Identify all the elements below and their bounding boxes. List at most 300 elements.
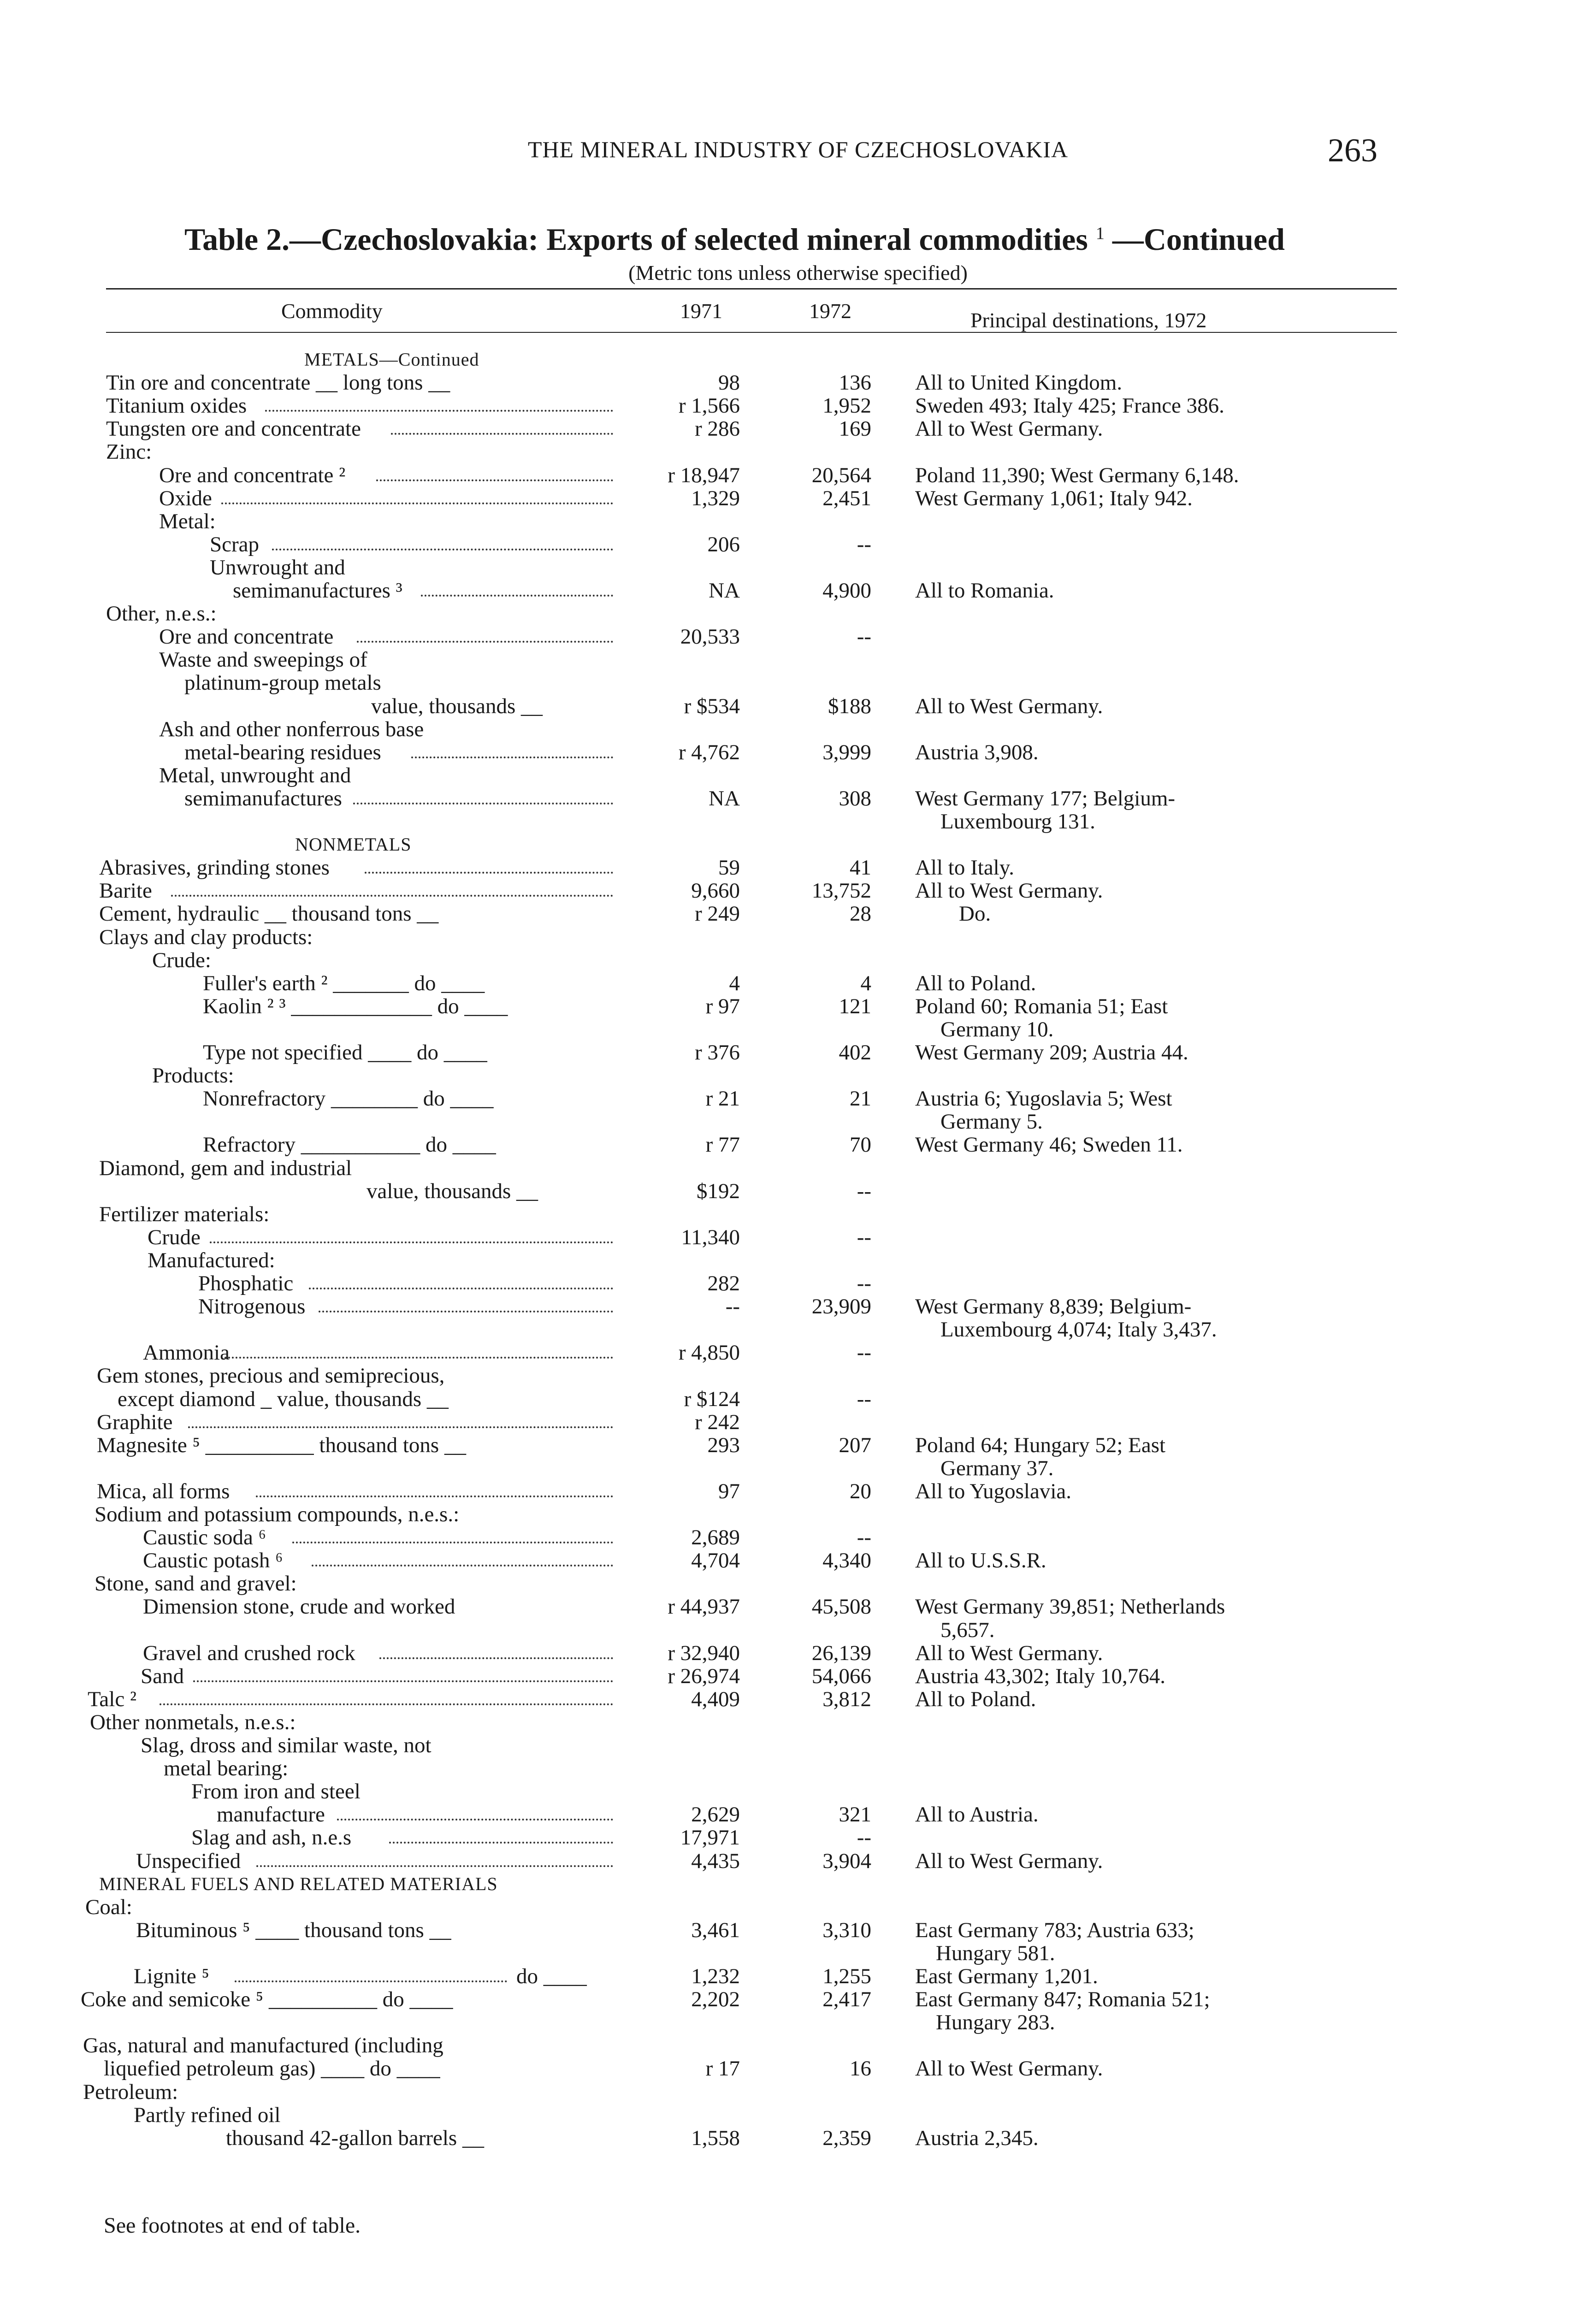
- table-row: [0, 1133, 1596, 1156]
- commodity-cell: Zinc:: [106, 440, 152, 464]
- leader-dots: [379, 1657, 613, 1659]
- commodity-cell: metal-bearing residues: [184, 740, 381, 764]
- value-1971: 4,704: [691, 1548, 740, 1573]
- table-row: [0, 1434, 1596, 1457]
- value-1972: 21: [850, 1087, 871, 1111]
- value-1971: r 4,762: [678, 740, 740, 764]
- leader-dots: [319, 1311, 613, 1312]
- value-1971: 98: [718, 371, 740, 395]
- destination-cell: All to Poland.: [915, 1687, 1036, 1711]
- destination-cell: Austria 2,345.: [915, 2126, 1039, 2150]
- commodity-cell: Type not specified ____ do ____: [203, 1040, 487, 1064]
- destination-cell: East Germany 783; Austria 633;: [915, 1918, 1194, 1942]
- destination-cell: Germany 5.: [940, 1110, 1043, 1134]
- value-1971: r 97: [705, 994, 740, 1018]
- table-row: [0, 1526, 1596, 1549]
- commodity-cell: Oxide: [159, 486, 212, 510]
- table-row: [0, 2080, 1596, 2104]
- value-1971: 17,971: [680, 1826, 740, 1850]
- value-1972: 1,255: [822, 1964, 871, 1988]
- section-heading: MINERAL FUELS AND RELATED MATERIALS: [99, 1873, 498, 1894]
- commodity-cell: Lignite ⁵: [134, 1964, 209, 1988]
- commodity-cell: Ore and concentrate ²: [159, 463, 346, 487]
- value-1972: 4: [860, 971, 871, 995]
- commodity-cell: Mica, all forms: [97, 1479, 230, 1503]
- header-destinations: Principal destinations, 1972: [970, 308, 1207, 332]
- commodity-cell: Fuller's earth ² _______ do ____: [203, 971, 485, 995]
- commodity-cell: Magnesite ⁵ __________ thousand tons __: [97, 1433, 466, 1457]
- table-row: [0, 1896, 1596, 1919]
- destination-cell: All to West Germany.: [915, 417, 1103, 441]
- table-row: [0, 1295, 1596, 1318]
- table-row: [0, 648, 1596, 671]
- value-1971: NA: [709, 579, 740, 603]
- destination-cell: West Germany 209; Austria 44.: [915, 1040, 1188, 1064]
- table-row: [0, 1364, 1596, 1387]
- table-row: [0, 856, 1596, 879]
- value-1971: r 1,566: [678, 394, 740, 418]
- table-row: [0, 1942, 1596, 1965]
- commodity-cell: Metal, unwrought and: [159, 763, 351, 787]
- value-1971: 9,660: [691, 879, 740, 903]
- table-row: [0, 926, 1596, 949]
- value-1971: 1,232: [691, 1964, 740, 1988]
- commodity-cell: Coke and semicoke ⁵ __________ do ____: [81, 1987, 453, 2012]
- table-row: [0, 1549, 1596, 1572]
- value-1972: --: [857, 1341, 871, 1365]
- destination-cell: All to United Kingdom.: [915, 371, 1123, 395]
- value-1971: $192: [697, 1179, 740, 1203]
- destination-cell: Austria 3,908.: [915, 740, 1039, 764]
- value-1971: 3,461: [691, 1918, 740, 1942]
- value-1971: r 18,947: [668, 463, 740, 487]
- commodity-cell: Crude: [148, 1225, 201, 1249]
- destination-cell: All to West Germany.: [915, 694, 1103, 718]
- value-1971: 97: [718, 1479, 740, 1503]
- commodity-cell: Products:: [152, 1064, 234, 1088]
- commodity-cell: Ammonia: [143, 1341, 230, 1365]
- destination-cell: Austria 43,302; Italy 10,764.: [915, 1664, 1166, 1688]
- table-subtitle: (Metric tons unless otherwise specified): [628, 261, 968, 284]
- value-1971: r 242: [695, 1410, 740, 1434]
- destination-cell: West Germany 46; Sweden 11.: [915, 1133, 1183, 1157]
- value-1971: r 17: [705, 2057, 740, 2081]
- value-1971: 1,329: [691, 486, 740, 510]
- commodity-cell: Abrasives, grinding stones: [99, 856, 330, 880]
- commodity-cell: thousand 42-gallon barrels __: [226, 2126, 484, 2150]
- value-1972: 4,340: [822, 1548, 871, 1573]
- commodity-cell: Sand: [141, 1664, 184, 1688]
- value-1971: 20,533: [680, 625, 740, 649]
- destination-cell: All to Romania.: [915, 579, 1054, 603]
- value-1971: r 376: [695, 1040, 740, 1064]
- table-row: [0, 810, 1596, 833]
- table-row: [0, 1803, 1596, 1826]
- value-1972: --: [857, 532, 871, 556]
- table-title-text: Table 2.—Czechoslovakia: Exports of selected mineral commodities: [184, 222, 1088, 257]
- commodity-cell: Phosphatic: [198, 1271, 294, 1295]
- destination-cell: Poland 64; Hungary 52; East: [915, 1433, 1166, 1457]
- table-row: [0, 1087, 1596, 1110]
- value-1971: r $124: [684, 1387, 740, 1411]
- leader-dots: [256, 1865, 613, 1867]
- value-1971: 2,629: [691, 1803, 740, 1827]
- commodity-cell: Graphite: [97, 1410, 173, 1434]
- commodity-cell: Clays and clay products:: [99, 925, 313, 949]
- table-row: [0, 1457, 1596, 1480]
- table-row: [0, 787, 1596, 810]
- destination-cell: East Germany 1,201.: [915, 1964, 1098, 1988]
- table-row: [0, 671, 1596, 694]
- table-row: [0, 1619, 1596, 1642]
- leader-dots: [160, 1703, 613, 1705]
- value-1972: --: [857, 1271, 871, 1295]
- value-1971: r $534: [684, 694, 740, 718]
- value-1971: NA: [709, 786, 740, 810]
- table-title-tail: —Continued: [1112, 222, 1285, 257]
- value-1972: --: [857, 1225, 871, 1249]
- value-1972: 41: [850, 856, 871, 880]
- value-1972: --: [857, 1826, 871, 1850]
- value-1971: r 77: [705, 1133, 740, 1157]
- destination-cell: All to West Germany.: [915, 1849, 1103, 1873]
- destination-cell: Hungary 283.: [936, 2010, 1055, 2035]
- table-row: [0, 1919, 1596, 1942]
- table-row: [0, 1203, 1596, 1226]
- table-row: [0, 440, 1596, 463]
- table-row: [0, 1965, 1596, 1988]
- value-1971: r 4,850: [678, 1341, 740, 1365]
- commodity-cell: Unwrought and: [210, 555, 345, 579]
- leader-dots: [265, 410, 613, 412]
- leader-dots: [365, 872, 613, 874]
- table-row: [0, 371, 1596, 394]
- commodity-cell: Scrap: [210, 532, 260, 556]
- commodity-cell: Diamond, gem and industrial: [99, 1156, 352, 1180]
- destination-cell: Poland 60; Romania 51; East: [915, 994, 1168, 1018]
- destination-cell: All to West Germany.: [915, 2057, 1103, 2081]
- header-rule: [106, 332, 1397, 333]
- value-1972: 321: [839, 1803, 871, 1827]
- commodity-cell: Waste and sweepings of: [159, 648, 367, 672]
- destination-cell: Luxembourg 131.: [940, 810, 1095, 833]
- table-row: [0, 464, 1596, 487]
- commodity-cell: Bituminous ⁵ ____ thousand tons __: [136, 1918, 451, 1942]
- table-row: [0, 1318, 1596, 1341]
- commodity-cell: Ash and other nonferrous base: [159, 717, 424, 741]
- leader-dots: [312, 1565, 613, 1566]
- value-1972: 308: [839, 786, 871, 810]
- table-row: [0, 1688, 1596, 1711]
- table-row: [0, 510, 1596, 533]
- value-1971: 293: [707, 1433, 740, 1457]
- commodity-cell: metal bearing:: [164, 1756, 289, 1781]
- destination-cell: All to Yugoslavia.: [915, 1479, 1071, 1503]
- value-1971: r 32,940: [668, 1641, 740, 1665]
- commodity-cell: Other nonmetals, n.e.s.:: [90, 1710, 296, 1734]
- table-row: [0, 718, 1596, 741]
- table-row: [0, 695, 1596, 718]
- value-1972: 2,417: [822, 1987, 871, 2012]
- leader-dots: [357, 641, 613, 643]
- table-row: [0, 394, 1596, 417]
- commodity-cell: Slag, dross and similar waste, not: [141, 1733, 432, 1757]
- table-row: [0, 995, 1596, 1018]
- table-row: [0, 1018, 1596, 1041]
- section-heading: METALS—Continued: [304, 349, 479, 370]
- table-title-footnote: 1: [1095, 224, 1105, 243]
- value-1971: 282: [707, 1271, 740, 1295]
- value-1972: --: [857, 1387, 871, 1411]
- destination-cell: Poland 11,390; West Germany 6,148.: [915, 463, 1239, 487]
- header-commodity: Commodity: [281, 299, 383, 323]
- table-row: [0, 949, 1596, 972]
- commodity-cell: Petroleum:: [83, 2080, 178, 2104]
- value-1972: 207: [839, 1433, 871, 1457]
- value-1972: 16: [850, 2057, 871, 2081]
- table-row: [0, 1503, 1596, 1526]
- commodity-cell: Metal:: [159, 509, 216, 533]
- table-row: [0, 1642, 1596, 1665]
- value-1972: 2,451: [822, 486, 871, 510]
- table-row: [0, 602, 1596, 625]
- table-row: [0, 1780, 1596, 1803]
- value-1971: r 249: [695, 902, 740, 926]
- value-1972: 3,904: [822, 1849, 871, 1873]
- commodity-cell: Refractory ___________ do ____: [203, 1133, 496, 1157]
- destination-cell: Germany 10.: [940, 1017, 1054, 1041]
- leader-dots: [221, 502, 613, 504]
- table-row: [0, 487, 1596, 510]
- table-row: [0, 1341, 1596, 1364]
- destination-cell: All to Poland.: [915, 971, 1036, 995]
- value-1972: 28: [850, 902, 871, 926]
- destination-cell: Hungary 581.: [936, 1941, 1055, 1965]
- commodity-cell: Dimension stone, crude and worked: [143, 1595, 455, 1619]
- table-row: [0, 1988, 1596, 2011]
- commodity-cell: except diamond _ value, thousands __: [118, 1387, 449, 1411]
- leader-dots: [353, 803, 613, 804]
- destination-cell: West Germany 39,851; Netherlands: [915, 1595, 1225, 1619]
- table-row: [0, 2011, 1596, 2034]
- leader-dots: [391, 433, 613, 435]
- value-1972: 23,909: [811, 1294, 871, 1319]
- commodity-cell: Cement, hydraulic __ thousand tons __: [99, 902, 439, 926]
- commodity-cell: Manufactured:: [148, 1248, 275, 1272]
- value-1972: --: [857, 1179, 871, 1203]
- value-1972: --: [857, 625, 871, 649]
- table-row: [0, 2127, 1596, 2150]
- commodity-cell: Stone, sand and gravel:: [95, 1572, 297, 1596]
- leader-dots: [193, 1680, 613, 1682]
- commodity-cell: manufacture: [217, 1803, 325, 1827]
- destination-cell: All to U.S.S.R.: [915, 1548, 1046, 1573]
- table-row: [0, 1826, 1596, 1849]
- commodity-cell: platinum-group metals: [184, 671, 381, 695]
- table-row: [0, 1180, 1596, 1203]
- table-row: [0, 625, 1596, 648]
- table-row: [0, 879, 1596, 902]
- leader-dots: [292, 1542, 613, 1543]
- value-1971: 206: [707, 532, 740, 556]
- value-1972: 70: [850, 1133, 871, 1157]
- leader-dots: [337, 1819, 613, 1820]
- destination-cell: Germany 37.: [940, 1456, 1054, 1480]
- destination-cell: 5,657.: [940, 1618, 995, 1642]
- value-1971: --: [725, 1294, 740, 1319]
- table-row: [0, 556, 1596, 579]
- value-1972: 13,752: [811, 879, 871, 903]
- value-1971: 1,558: [691, 2126, 740, 2150]
- header-1971: 1971: [680, 299, 722, 323]
- value-1972: 4,900: [822, 579, 871, 603]
- commodity-cell: Nonrefractory ________ do ____: [203, 1087, 494, 1111]
- commodity-cell: Barite: [99, 879, 152, 903]
- value-1971: 4,409: [691, 1687, 740, 1711]
- value-1971: 4,435: [691, 1849, 740, 1873]
- header-1972: 1972: [809, 299, 851, 323]
- value-1972: 3,812: [822, 1687, 871, 1711]
- destination-cell: Luxembourg 4,074; Italy 3,437.: [940, 1318, 1217, 1342]
- value-1972: 402: [839, 1040, 871, 1064]
- destination-cell: All to West Germany.: [915, 879, 1103, 903]
- commodity-cell: Other, n.e.s.:: [106, 602, 217, 626]
- leader-dots: [411, 757, 613, 758]
- value-1972: 3,310: [822, 1918, 871, 1942]
- commodity-cell: Caustic potash ⁶: [143, 1548, 283, 1573]
- value-1972: 2,359: [822, 2126, 871, 2150]
- value-1972: 169: [839, 417, 871, 441]
- table-row: [0, 1757, 1596, 1780]
- section-heading-row: [0, 833, 1596, 856]
- commodity-cell: value, thousands __: [366, 1179, 538, 1203]
- leader-dots: [421, 595, 613, 597]
- value-1972: 26,139: [811, 1641, 871, 1665]
- leader-dots: [256, 1495, 613, 1497]
- table-row: [0, 1850, 1596, 1873]
- value-1971: 2,689: [691, 1525, 740, 1550]
- leader-dots: [235, 1980, 507, 1982]
- destination-cell: West Germany 1,061; Italy 942.: [915, 486, 1193, 510]
- commodity-cell: Unspecified: [136, 1849, 241, 1873]
- top-rule: [106, 288, 1397, 290]
- commodity-cell: Tungsten ore and concentrate: [106, 417, 361, 441]
- table-title: [184, 221, 1285, 258]
- commodity-cell: Ore and concentrate: [159, 625, 334, 649]
- table-row: [0, 1249, 1596, 1272]
- value-1972: 136: [839, 371, 871, 395]
- table-row: [0, 1480, 1596, 1503]
- table-row: [0, 1272, 1596, 1295]
- table-row: [0, 1734, 1596, 1757]
- table-row: [0, 764, 1596, 787]
- destination-cell: Austria 6; Yugoslavia 5; West: [915, 1087, 1172, 1111]
- table-row: [0, 1572, 1596, 1595]
- table-row: [0, 579, 1596, 602]
- table-row: [0, 1226, 1596, 1249]
- commodity-cell: semimanufactures ³: [233, 579, 402, 603]
- commodity-cell: Titanium oxides: [106, 394, 247, 418]
- value-1972: $188: [828, 694, 871, 718]
- value-1972: 20: [850, 1479, 871, 1503]
- commodity-cell: liquefied petroleum gas) ____ do ____: [104, 2057, 440, 2081]
- value-1972: --: [857, 1525, 871, 1550]
- commodity-cell: semimanufactures: [184, 786, 342, 810]
- leader-dots: [210, 1241, 613, 1243]
- destination-cell: All to Italy.: [915, 856, 1014, 880]
- value-1972: 121: [839, 994, 871, 1018]
- table-row: [0, 1665, 1596, 1688]
- value-1971: r 44,937: [668, 1595, 740, 1619]
- commodity-cell: Gem stones, precious and semiprecious,: [97, 1364, 445, 1388]
- value-1971: r 26,974: [668, 1664, 740, 1688]
- value-1971: r 21: [705, 1087, 740, 1111]
- commodity-cell: From iron and steel: [191, 1779, 361, 1804]
- leader-dots: [309, 1288, 613, 1289]
- section-heading: NONMETALS: [295, 834, 412, 855]
- destination-cell: West Germany 8,839; Belgium-: [915, 1294, 1192, 1319]
- commodity-cell: Tin ore and concentrate __ long tons __: [106, 371, 450, 395]
- table-row: [0, 2034, 1596, 2057]
- value-1971: 59: [718, 856, 740, 880]
- table-row: [0, 902, 1596, 925]
- unit-ditto: do ____: [516, 1964, 587, 1988]
- commodity-cell: Coal:: [85, 1895, 132, 1919]
- value-1971: r 286: [695, 417, 740, 441]
- leader-dots: [272, 549, 613, 550]
- table-row: [0, 972, 1596, 995]
- destination-cell: West Germany 177; Belgium-: [915, 786, 1176, 810]
- commodity-cell: Crude:: [152, 948, 211, 972]
- table-row: [0, 1157, 1596, 1180]
- commodity-cell: value, thousands __: [371, 694, 543, 718]
- leader-dots: [225, 1357, 613, 1359]
- table-row: [0, 1711, 1596, 1734]
- footer-note: See footnotes at end of table.: [104, 2213, 361, 2238]
- table-row: [0, 2104, 1596, 2127]
- commodity-cell: Sodium and potassium compounds, n.e.s.:: [95, 1502, 460, 1526]
- commodity-cell: Talc ²: [88, 1687, 137, 1711]
- leader-dots: [171, 895, 613, 897]
- value-1971: 4: [729, 971, 740, 995]
- table-row: [0, 417, 1596, 440]
- value-1972: 54,066: [811, 1664, 871, 1688]
- value-1972: 1,952: [822, 394, 871, 418]
- table-row: [0, 1041, 1596, 1064]
- destination-cell: All to Austria.: [915, 1803, 1039, 1827]
- table-row: [0, 1388, 1596, 1411]
- commodity-cell: Gas, natural and manufactured (including: [83, 2033, 443, 2058]
- table-row: [0, 1110, 1596, 1133]
- value-1972: 3,999: [822, 740, 871, 764]
- table-row: [0, 741, 1596, 764]
- table-row: [0, 1064, 1596, 1087]
- value-1972: 20,564: [811, 463, 871, 487]
- table-row: [0, 533, 1596, 556]
- table-row: [0, 1595, 1596, 1618]
- destination-cell: All to West Germany.: [915, 1641, 1103, 1665]
- commodity-cell: Slag and ash, n.e.s: [191, 1826, 352, 1850]
- commodity-cell: Partly refined oil: [134, 2103, 281, 2127]
- commodity-cell: Fertilizer materials:: [99, 1202, 270, 1226]
- value-1972: 45,508: [811, 1595, 871, 1619]
- table-row: [0, 2057, 1596, 2080]
- leader-dots: [389, 1842, 613, 1844]
- commodity-cell: Kaolin ² ³ _____________ do ____: [203, 994, 508, 1018]
- destination-cell: Sweden 493; Italy 425; France 386.: [915, 394, 1224, 418]
- leader-dots: [188, 1426, 613, 1428]
- value-1971: 11,340: [681, 1225, 740, 1249]
